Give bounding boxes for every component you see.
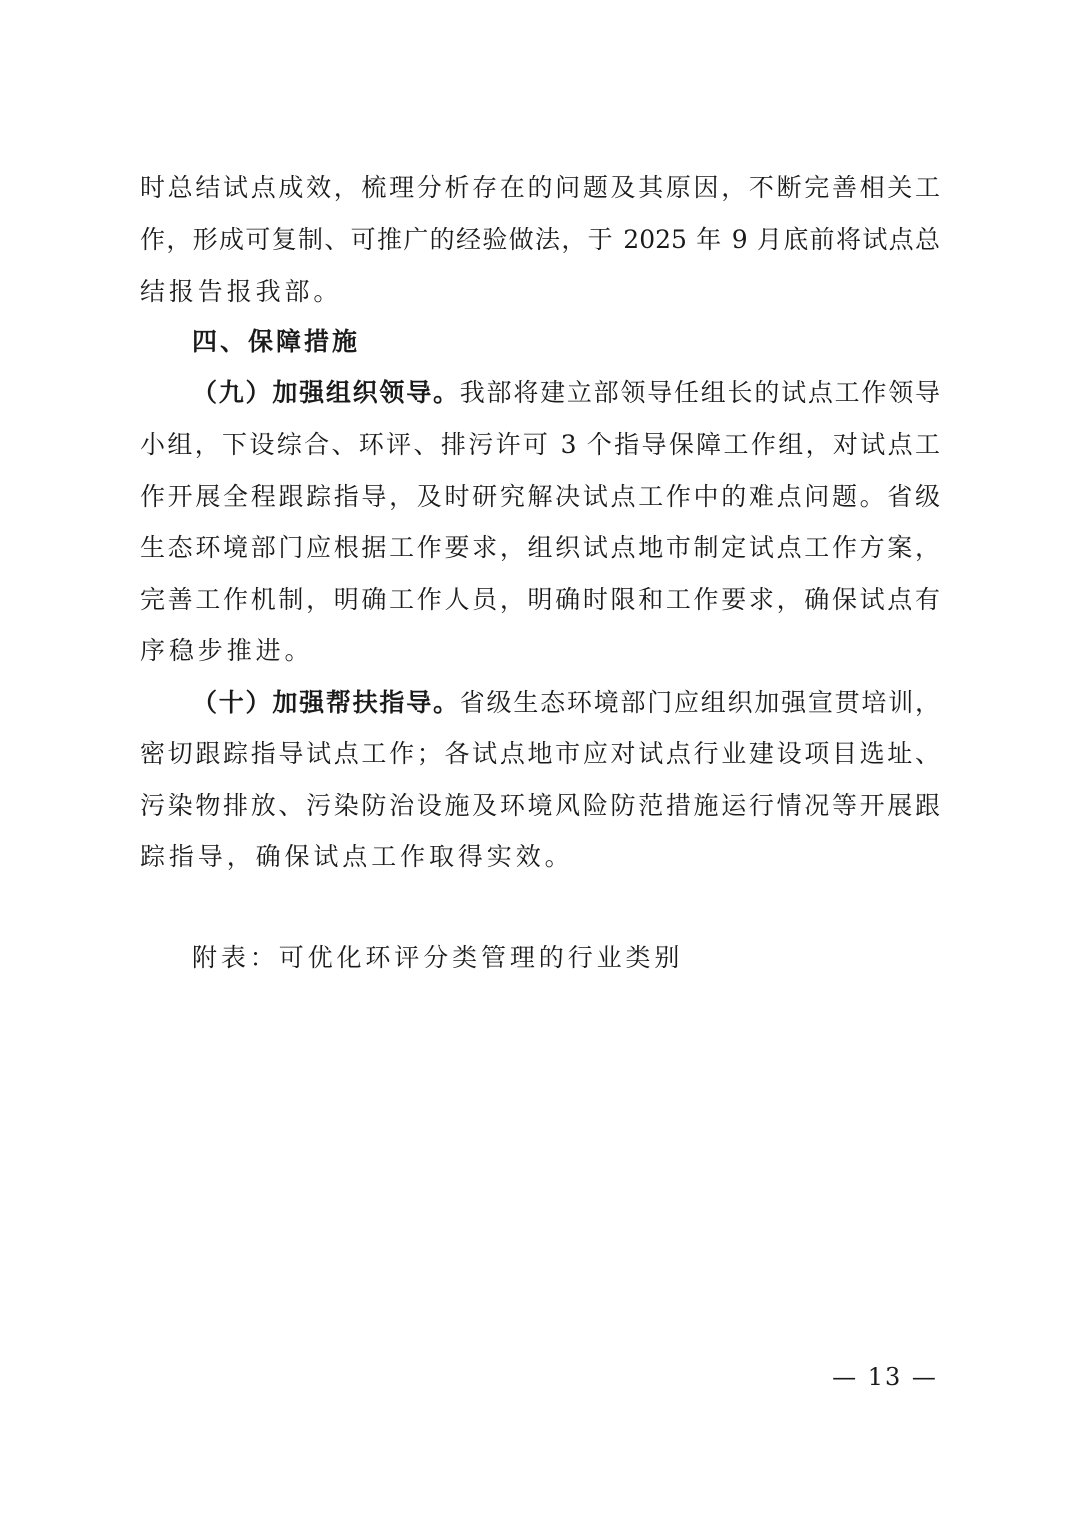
paragraph-line: 完善工作机制，明确工作人员，明确时限和工作要求，确保试点有 — [140, 585, 940, 614]
paragraph-line: 踪指导，确保试点工作取得实效。 — [140, 842, 574, 871]
item-10-first-text: 省级生态环境部门应组织加强宣贯培训， — [459, 688, 940, 717]
item-9-lead: （九）加强组织领导。 — [192, 378, 460, 407]
paragraph-line: 污染物排放、污染防治设施及环境风险防范措施运行情况等开展跟 — [140, 791, 940, 820]
paragraph-line: 作开展全程跟踪指导，及时研究解决试点工作中的难点问题。省级 — [140, 482, 940, 511]
attachment-note: 附表：可优化环评分类管理的行业类别 — [192, 943, 684, 972]
paragraph-line: 密切跟踪指导试点工作；各试点地市应对试点行业建设项目选址、 — [140, 739, 940, 768]
item-9-first-line — [140, 373, 940, 413]
section-heading: 四、保障措施 — [192, 327, 361, 356]
paragraph-line: 序稳步推进。 — [140, 636, 314, 665]
item-9-first-text: 我部将建立部领导任组长的试点工作领导 — [459, 378, 940, 407]
paragraph-line: 结报告报我部。 — [140, 277, 343, 306]
paragraph-line: 作，形成可复制、可推广的经验做法，于 2025 年 9 月底前将试点总 — [140, 225, 940, 254]
paragraph-line: 生态环境部门应根据工作要求，组织试点地市制定试点工作方案， — [140, 533, 940, 562]
item-10-lead: （十）加强帮扶指导。 — [192, 688, 460, 717]
page-number: — 13 — — [832, 1363, 938, 1391]
paragraph-line: 时总结试点成效，梳理分析存在的问题及其原因，不断完善相关工 — [140, 173, 940, 202]
item-10-first-line — [140, 683, 940, 723]
paragraph-line: 小组，下设综合、环评、排污许可 3 个指导保障工作组，对试点工 — [140, 430, 940, 459]
